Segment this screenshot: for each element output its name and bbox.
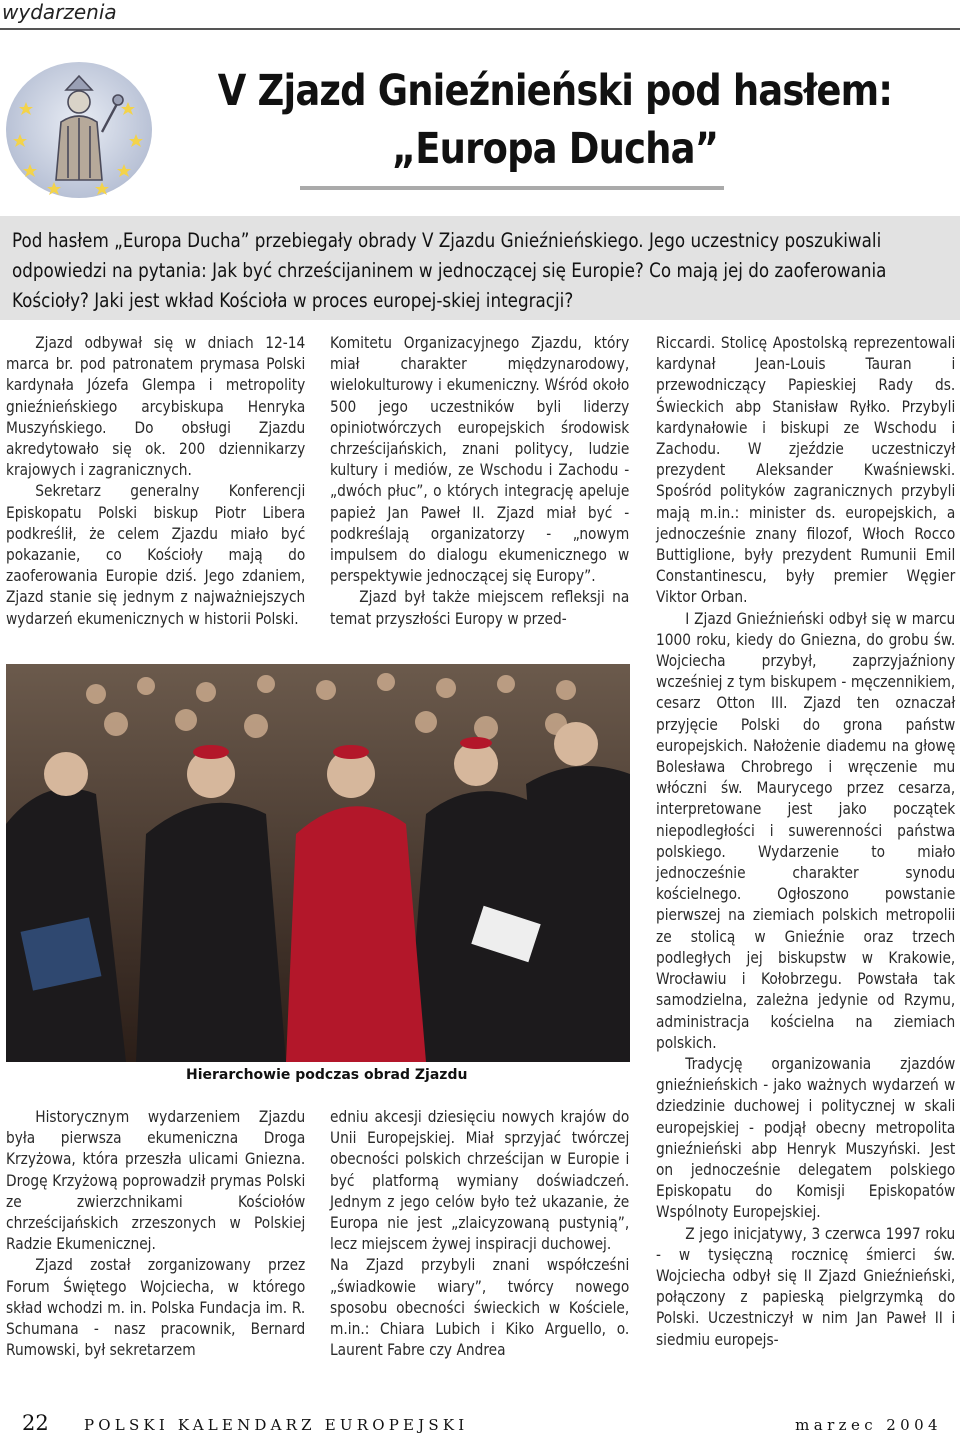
section-label: wydarzenia (2, 0, 117, 24)
paragraph: Riccardi. Stolicę Apostolską reprezentowali kardynał Jean-Louis Tauran i przewodniczący Papieskiej Rady ds. Świeckich abp Stanisław Ryłko. Przybyli kardynałowie i biskupi ze Wschodu i Zachodu. W zjeździe uczestniczył prezydent Aleksander Kwaśniewski. Spośród polityków zagranicznych przybyli mają m.in.: minister ds. europejskich, a jednocześnie znany filozof, Włoch Rocco Buttiglione, były prezydent Rumunii Emil Constantinescu, były premier Węgier Viktor Orban. (656, 333, 956, 607)
title-underline (300, 186, 724, 190)
issue-date: marzec 2004 (795, 1416, 942, 1434)
emblem-image (6, 62, 152, 198)
paragraph: I Zjazd Gnieźnieński odbył się w marcu 1000 roku, kiedy do Gniezna, do grobu św. Wojciecha przybył, zaprzyjaźniony wcześniej z tym biskupem - męczennikiem, cesarz Otton III. Zjazd ten oznaczał przyjęcie Polski do grona państw europejskich. Nałożenie diademu na głowę Bolesława Chrobrego i wręczenie mu włóczni św. Maurycego przez cesarza, interpretowane jest jako początek niepodległości i suwerenności państwa polskiego. Wydarzenie to miało jednocześnie charakter synodu kościelnego. Ogłoszono powstanie pierwszej na ziemiach polskich metropolii ze stolicą w Gnieźnie oraz trzech podległych jej biskupstw w Krakowie, Wrocławiu i Kołobrzegu. Powstała tak samodzielna, zależna jedynie od Rzymu, administracja kościelna na ziemiach polskich. (656, 608, 956, 1052)
paragraph: Zjazd odbywał się w dniach 12-14 marca br. pod patronatem prymasa Polski kardynała Józefa Glempa i metropolity gnieźnieńskiego arcybiskupa Henryka Muszyńskiego. Do obsługi Zjazdu akredytowało się ok. 200 dziennikarzy krajowych i zagranicznych. (6, 333, 306, 480)
column-3 (656, 332, 955, 1350)
column-2-bottom (330, 1106, 629, 1360)
paragraph: Komitetu Organizacyjnego Zjazdu, który miał charakter międzynarodowy, wielokulturowy i ekumeniczny. Wśród około 500 jego uczestników byli liderzy opiniotwórczych europejskich środowisk chrześcijańskich, znani politycy, ludzie kultury i mediów, ze Wschodu i Zachodu - „dwóch płuc”, o których integrację apeluje papież Jan Paweł II. Zjazd miał być - podkreślają organizatorzy - „nowym impulsem do dialogu ekumenicznego w perspektywie jednoczącej się Europy”. (330, 333, 630, 586)
column-1-bottom (6, 1106, 305, 1360)
paragraph: Historycznym wydarzeniem Zjazdu była pierwsza ekumeniczna Droga Krzyżowa, która przeszła ulicami Gniezna. Drogę Krzyżową poprowadził prymas Polski ze zwierzchnikami Kościołów chrześcijańskich zrzeszonych w Polskiej Radzie Ekumenicznej. (6, 1107, 306, 1254)
title-line-2: „Europa Ducha” (391, 124, 719, 174)
paragraph: Zjazd został zorganizowany przez Forum Świętego Wojciecha, w którego skład wchodzi m. in. Polska Fundacja im. R. Schumana - nasz pracownik, Bernard Rumowski, był sekretarzem (6, 1255, 306, 1360)
photo-illustration (6, 664, 630, 1062)
magazine-name: POLSKI KALENDARZ EUROPEJSKI (84, 1416, 469, 1434)
saint-emblem-icon (6, 62, 152, 198)
column-1-top (6, 332, 305, 629)
paragraph: Na Zjazd przybyli znani współcześni „świadkowie wiary”, twórcy nowego sposobu obecności świeckich w Kościele, m.in.: Chiara Lubich i Kiko Arguello, o. Laurent Fabre czy Andrea (330, 1255, 630, 1360)
paragraph: Tradycję organizowania zjazdów gnieźnieńskich - jako ważnych wydarzeń w dziedzinie duchowej i politycznej w skali europejskiej - podjął obecny metropolita gnieźnieński abp Henryk Muszyński. Jest on jednocześnie delegatem polskiego Episkopatu do Komisji Episkopatów Wspólnoty Europejskiej. (656, 1053, 956, 1222)
lead-paragraph: Pod hasłem „Europa Ducha” przebiegały obrady V Zjazdu Gnieźnieńskiego. Jego uczestnicy poszukiwali odpowiedzi na pytania: Jak być chrześcijaninem w jednoczącej się Europie? Co mają jej do zaoferowania Kościoły? Jaki jest wkład Kościoła w proces europej-skiej integracji? (12, 229, 887, 312)
title-line-1: V Zjazd Gnieźnieński pod hasłem: (217, 66, 893, 116)
article-title (215, 62, 894, 178)
top-divider (0, 28, 960, 30)
paragraph: Z jego inicjatywy, 3 czerwca 1997 roku - w tysięczną rocznicę śmierci św. Wojciecha odbył się II Zjazd Gnieźnieński, połączony z papieską pielgrzymką do Polski. Uczestniczył w nim Jan Paweł II i siedmiu europejs- (656, 1223, 956, 1349)
hierarchs-photo (6, 664, 630, 1062)
photo-caption: Hierarchowie podczas obrad Zjazdu (186, 1067, 468, 1083)
paragraph: Zjazd był także miejscem refleksji na temat przyszłości Europy w przed- (330, 587, 630, 628)
column-2-top (330, 332, 629, 629)
paragraph: edniu akcesji dziesięciu nowych krajów do Unii Europejskiej. Miał sprzyjać twórczej obecności polskich chrześcijan w Europie i być platformą wymiany doświadczeń. Jednym z jego celów było też ukazanie, że Europa nie jest „zlaicyzowaną pustynią”, lecz miejscem żywej inspiracji duchowej. (330, 1107, 630, 1254)
page-number: 22 (22, 1411, 49, 1435)
paragraph: Sekretarz generalny Konferencji Episkopatu Polski biskup Piotr Libera podkreślił, że celem Zjazdu miało być pokazanie, co Kościoły mają do zaoferowania Europie dziś. Jego zdaniem, Zjazd stanie się jednym z najważniejszych wydarzeń ekumenicznych w historii Polski. (6, 481, 306, 628)
